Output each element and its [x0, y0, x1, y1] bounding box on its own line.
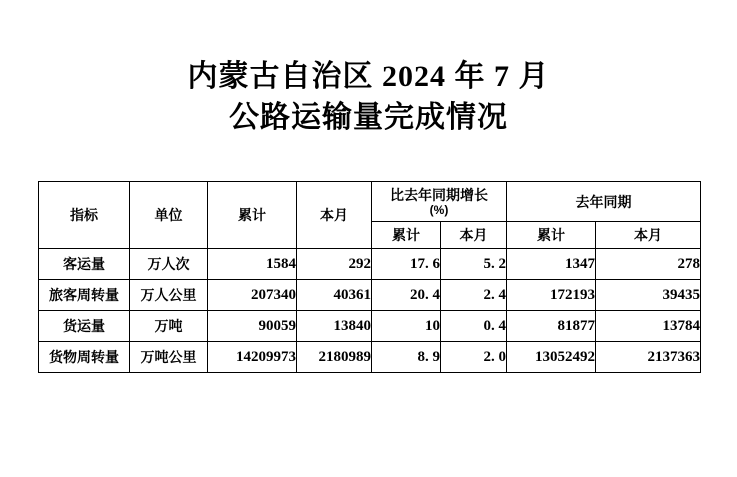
growth-group-unit-label: (%) — [429, 202, 449, 217]
col-header-lastyear-month: 本月 — [596, 222, 701, 249]
cell-growth-month: 2. 0 — [441, 342, 507, 373]
cell-unit: 万人次 — [130, 249, 208, 280]
cell-cumulative: 1584 — [208, 249, 297, 280]
cell-indicator: 旅客周转量 — [39, 280, 130, 311]
cell-lastyear-cumulative: 13052492 — [507, 342, 596, 373]
cell-lastyear-month: 278 — [596, 249, 701, 280]
col-header-lastyear-group: 去年同期 — [507, 182, 701, 222]
cell-growth-month: 2. 4 — [441, 280, 507, 311]
table-row — [39, 342, 701, 373]
cell-month: 292 — [297, 249, 372, 280]
cell-lastyear-cumulative: 1347 — [507, 249, 596, 280]
col-header-month: 本月 — [297, 182, 372, 249]
cell-month: 40361 — [297, 280, 372, 311]
cell-lastyear-month: 39435 — [596, 280, 701, 311]
cell-cumulative: 207340 — [208, 280, 297, 311]
cell-lastyear-cumulative: 172193 — [507, 280, 596, 311]
cell-indicator: 客运量 — [39, 249, 130, 280]
cell-month: 2180989 — [297, 342, 372, 373]
col-header-growth-month: 本月 — [441, 222, 507, 249]
title-line-2: 公路运输量完成情况 — [229, 101, 508, 134]
cell-unit: 万吨 — [130, 311, 208, 342]
cell-growth-cumulative: 17. 6 — [372, 249, 441, 280]
cell-growth-month: 5. 2 — [441, 249, 507, 280]
cell-cumulative: 90059 — [208, 311, 297, 342]
col-header-unit: 单位 — [130, 182, 208, 249]
cell-unit: 万人公里 — [130, 280, 208, 311]
transport-stats-table — [38, 181, 701, 373]
cell-cumulative: 14209973 — [208, 342, 297, 373]
document-title — [0, 56, 737, 138]
cell-growth-cumulative: 8. 9 — [372, 342, 441, 373]
table-row — [39, 280, 701, 311]
col-header-cumulative: 累计 — [208, 182, 297, 249]
cell-lastyear-cumulative: 81877 — [507, 311, 596, 342]
growth-group-label: 比去年同期增长 — [390, 186, 488, 203]
cell-unit: 万吨公里 — [130, 342, 208, 373]
cell-month: 13840 — [297, 311, 372, 342]
table-row — [39, 249, 701, 280]
col-header-lastyear-cumulative: 累计 — [507, 222, 596, 249]
header-row-group — [39, 182, 701, 222]
cell-growth-cumulative: 10 — [372, 311, 441, 342]
title-line-1: 内蒙古自治区 2024 年 7 月 — [187, 60, 550, 93]
table-row — [39, 311, 701, 342]
cell-indicator: 货物周转量 — [39, 342, 130, 373]
cell-growth-cumulative: 20. 4 — [372, 280, 441, 311]
col-header-indicator: 指标 — [39, 182, 130, 249]
cell-lastyear-month: 2137363 — [596, 342, 701, 373]
cell-lastyear-month: 13784 — [596, 311, 701, 342]
cell-growth-month: 0. 4 — [441, 311, 507, 342]
cell-indicator: 货运量 — [39, 311, 130, 342]
col-header-growth-group — [372, 182, 507, 222]
col-header-growth-cumulative: 累计 — [372, 222, 441, 249]
